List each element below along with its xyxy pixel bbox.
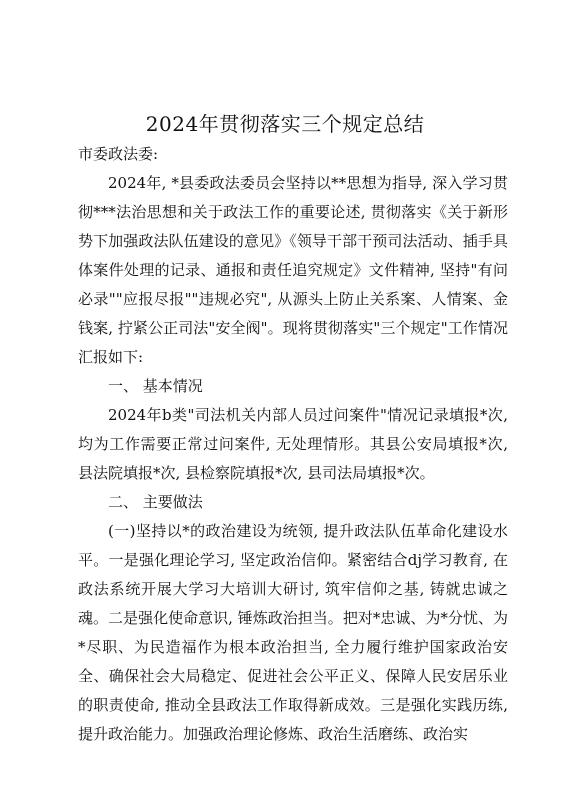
main-practices-paragraph: (一)坚持以*的政治建设为统领, 提升政法队伍革命化建设水平。一是强化理论学习, 坚定政治信仰。紧密结合dj学习教育, 在政法系统开展大学习大培训大研讨, 筑牢信仰之基, 铸就忠诚之魂。二是强化使命意识, 锤炼政治担当。把对*忠诚、为*分忧、为*尽职、为民造福作为根本政治担当, 全力履行维护国家政治安全、确保社会大局稳定、促进社会公平正义、保障人民安居乐业的职责使命, 推动全县政法工作取得新成效。三是强化实践历练, 提升政治能力。加强政治理论修炼、政治生活磨练、政治实 (78, 522, 508, 743)
section-heading-main-practices: 二、 主要做法 (108, 493, 203, 511)
document-title: 2024年贯彻落实三个规定总结 (145, 112, 425, 136)
intro-paragraph: 2024年, *县委政法委员会坚持以**思想为指导, 深入学习贯彻***法治思想和关于政法工作的重要论述, 贯彻落实《关于新形势下加强政法队伍建设的意见》《领导干部干预司法活动、插手具体案件处理的记录、通报和责任追究规定》文件精神, 坚持"有问必录""应报尽报""违规必究", 从源头上防止关系案、人情案、金钱案, 拧紧公正司法"安全阀"。现将贯彻落实"三个规定"工作情况汇报如下: (78, 174, 508, 366)
salutation: 市委政法委: (78, 145, 159, 163)
section-heading-basic-situation: 一、 基本情况 (108, 377, 203, 395)
basic-situation-paragraph: 2024年b类"司法机关内部人员过问案件"情况记录填报*次, 均为工作需要正常过问案件, 无处理情形。其县公安局填报*次, 县法院填报*次, 县检察院填报*次, 县司法局填报*次。 (78, 406, 508, 482)
document-body (78, 140, 508, 749)
